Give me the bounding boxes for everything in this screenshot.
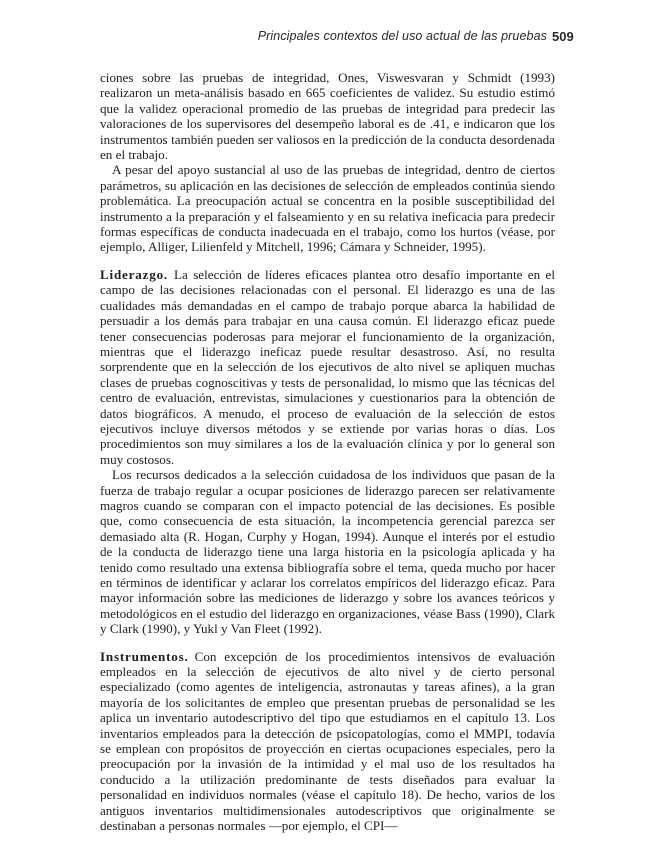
paragraph-integrity-concerns: A pesar del apoyo sustancial al uso de las pruebas de integridad, dentro de ciertos parámetros, su aplicación en las decisiones de selección de empleados continúa siendo problemática. La preocupación actual se concentra en la posible susceptibilidad del instrumento a la preparación y el falseamiento y en su relativa ineficacia para predecir formas específicas de conducta inadecuada en el trabajo, como los hurtos (véase, por ejemplo, Alliger, Lilienfeld y Mitchell, 1996; Cámara y Schneider, 1995). [100,162,555,255]
body-text [100,70,555,834]
section-heading-instrumentos: Instrumentos. [100,648,189,664]
paragraph-leadership-selection: La selección de líderes eficaces plantea otro desafío importante en el campo de las decisiones relacionadas con el personal. El liderazgo es una de las cualidades más demandadas en el campo de trabajo porque abarca la habilidad de persuadir a los demás para trabajar en una causa común. El liderazgo eficaz puede tener consecuencias poderosas para mejorar el funcionamiento de la organización, mientras que el liderazgo ineficaz puede resultar desastroso. Así, no resulta sorprendente que en la selección de los ejecutivos de alto nivel se apliquen muchas clases de pruebas cognoscitivas y tests de personalidad, lo mismo que las técnicas del centro de evaluación, entrevistas, simulaciones y cuestionarios para la obtención de datos biográficos. A menudo, el proceso de evaluación de la selección de estos ejecutivos incluye diversos métodos y se extiende por varias horas o días. Los procedimientos son muy similares a los de la evaluación clínica y por lo general son muy costosos. [100,266,555,467]
paragraph-leadership-resources: Los recursos dedicados a la selección cuidadosa de los individuos que pasan de la fuerza de trabajo regular a ocupar posiciones de liderazgo parecen ser relativamente magros cuando se comparan con el impacto potencial de las decisiones. Es posible que, como consecuencia de esta situación, la incompetencia gerencial parezca ser demasiado alta (R. Hogan, Curphy y Hogan, 1994). Aunque el interés por el estudio de la conducta de liderazgo tiene una larga historia en la psicología aplicada y ha tenido como resultado una extensa bibliografía sobre el tema, queda mucho por hacer en términos de identificar y aclarar los correlatos empíricos del liderazgo eficaz. Para mayor información sobre las mediciones de liderazgo y sobre los avances teóricos y metodológicos en el estudio del liderazgo en organizaciones, véase Bass (1990), Clark y Clark (1990), y Yukl y Van Fleet (1992). [100,467,555,637]
page-number: 509 [552,29,574,44]
section-instrumentos [100,649,555,834]
paragraph-instruments: Con excepción de los procedimientos intensivos de evaluación empleados en la selección de ejecutivos de alto nivel y de cierto personal especializado (como agentes de inteligencia, astronautas y tareas afines), a la gran mayoría de los solicitantes de empleo que presentan pruebas de personalidad se les aplica un inventario autodescriptivo del tipo que estudiamos en el capítulo 13. Los inventarios empleados para la detección de psicopatologías, como el MMPI, todavía se emplean con propósitos de proyección en ciertas ocupaciones especiales, pero la preocupación por la invasión de la intimidad y el mal uso de los resultados ha conducido a la utilización predominante de tests diseñados para evaluar la personalidad en individuos normales (véase el capítulo 18). De hecho, varios de los antiguos inventarios multidimensionales autodescriptivos que originalmente se destinaban a personas normales —por ejemplo, el CPI— [100,648,555,834]
section-heading-liderazgo: Liderazgo. [100,266,169,282]
paragraph-integrity-meta-analysis: ciones sobre las pruebas de integridad, Ones, Viswesvaran y Schmidt (1993) realizaron un meta-análisis basado en 665 coeficientes de validez. Su estudio estimó que la validez operacional promedio de las pruebas de integridad para predecir las valoraciones de los supervisores del desempeño laboral es de .41, e indicaron que los instrumentos también pueden ser valiosos en la predicción de la conducta desordenada en el trabajo. [100,70,555,163]
running-head-title: Principales contextos del uso actual de las pruebas [257,29,547,43]
section-liderazgo [100,267,555,467]
